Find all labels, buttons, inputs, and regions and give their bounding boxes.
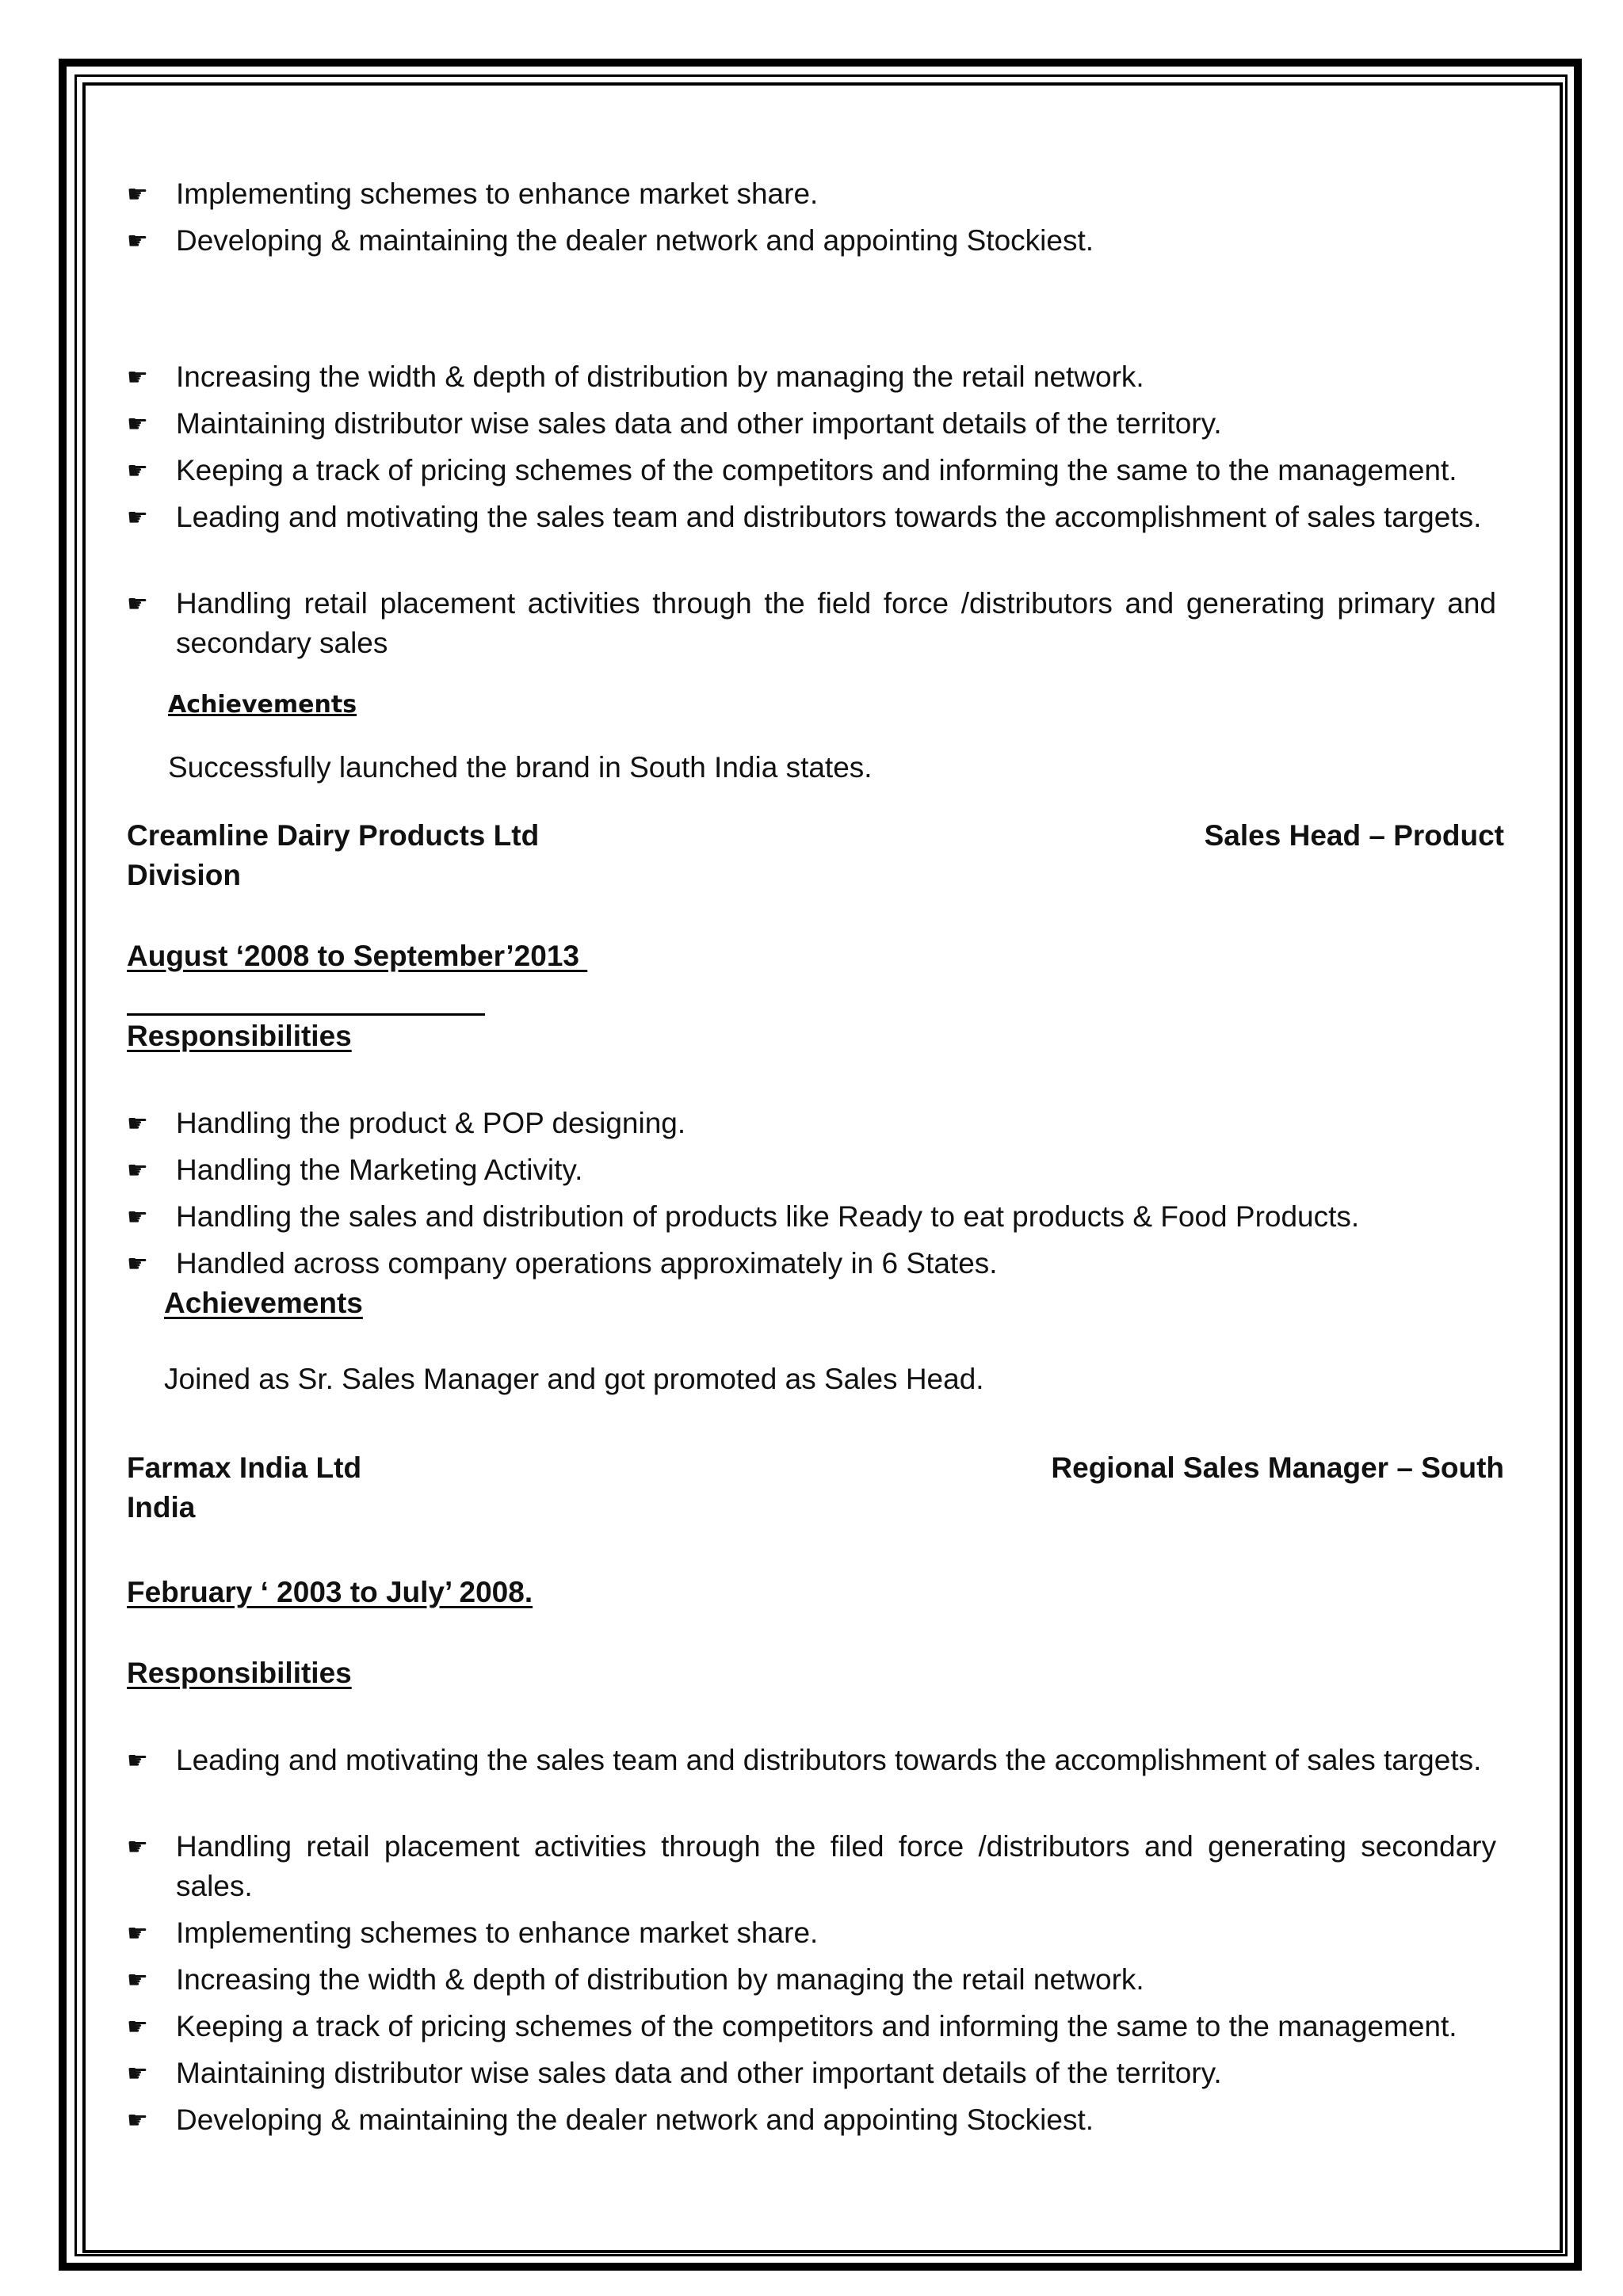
list-item [127,174,1496,214]
pointing-hand-icon: ☛ [127,227,148,255]
pointing-hand-icon: ☛ [127,2107,148,2134]
achievement-text: Successfully launched the brand in South India states. [168,751,873,784]
pointing-hand-icon: ☛ [127,410,148,438]
achievements-heading: Achievements [164,1287,363,1319]
list-item [127,1913,1496,1953]
pointing-hand-icon: ☛ [127,1250,148,1278]
list-item [127,1741,1496,1780]
bullet-text: Handling retail placement activities through the filed force /distributors and generating secondary sales. [176,1830,1496,1902]
list-item [127,2100,1496,2140]
bullet-text: Handling the product & POP designing. [176,1107,686,1139]
list-item [127,357,1496,397]
list-item [127,1150,1496,1190]
pointing-hand-icon: ☛ [127,1966,148,1994]
achievement-text: Joined as Sr. Sales Manager and got promoted as Sales Head. [164,1363,984,1395]
list-item [127,498,1496,537]
company-name: Farmax India Ltd [127,1451,362,1484]
list-item [127,1104,1496,1143]
job-title-continued: India [127,1491,196,1524]
pointing-hand-icon: ☛ [127,590,148,618]
bullet-text: Implementing schemes to enhance market share. [176,177,819,210]
bullet-text: Developing & maintaining the dealer network and appointing Stockiest. [176,224,1094,257]
bullet-text: Implementing schemes to enhance market share. [176,1917,819,1949]
list-item [127,221,1496,261]
bullet-text: Handling the Marketing Activity. [176,1154,583,1186]
pointing-hand-icon: ☛ [127,2013,148,2041]
pointing-hand-icon: ☛ [127,181,148,208]
list-item [127,584,1496,663]
pointing-hand-icon: ☛ [127,1110,148,1138]
bullet-text: Leading and motivating the sales team and distributors towards the accomplishment of sales targets. [176,1744,1482,1776]
divider [127,1013,485,1016]
list-item [127,2007,1496,2046]
bullet-text: Developing & maintaining the dealer network and appointing Stockiest. [176,2103,1094,2136]
bullet-text: Keeping a track of pricing schemes of the competitors and informing the same to the management. [176,454,1457,486]
list-item [127,404,1496,444]
pointing-hand-icon: ☛ [127,1747,148,1775]
bullet-text: Leading and motivating the sales team and distributors towards the accomplishment of sales targets. [176,501,1482,533]
job-title: Sales Head – Product [1204,819,1504,852]
bullet-text: Handling retail placement activities through the field force /distributors and generating primary and secondary sales [176,587,1496,659]
list-item [127,1197,1496,1237]
bullet-text: Increasing the width & depth of distribution by managing the retail network. [176,1963,1144,1996]
bullet-text: Keeping a track of pricing schemes of the competitors and informing the same to the management. [176,2010,1457,2042]
list-item [127,1827,1496,1906]
bullet-text: Handled across company operations approximately in 6 States. [176,1247,998,1280]
list-item [127,1244,1496,1283]
bullet-text: Maintaining distributor wise sales data and other important details of the territory. [176,407,1222,440]
list-item [127,451,1496,490]
pointing-hand-icon: ☛ [127,364,148,391]
job-title-continued: Division [127,859,241,891]
job-title: Regional Sales Manager – South [1051,1451,1504,1484]
bullet-text: Increasing the width & depth of distribution by managing the retail network. [176,360,1144,393]
list-item [127,1960,1496,2000]
pointing-hand-icon: ☛ [127,457,148,485]
list-item [127,2054,1496,2093]
responsibilities-heading: Responsibilities [127,1020,352,1052]
bullet-text: Handling the sales and distribution of products like Ready to eat products & Food Products. [176,1200,1360,1233]
bullet-text: Maintaining distributor wise sales data and other important details of the territory. [176,2057,1222,2089]
employment-period: February ‘ 2003 to July’ 2008. [127,1576,533,1608]
pointing-hand-icon: ☛ [127,1833,148,1861]
achievements-heading: Achievements [168,691,357,719]
responsibilities-heading: Responsibilities [127,1657,352,1689]
pointing-hand-icon: ☛ [127,2060,148,2088]
employment-period: August ‘2008 to September’2013 [127,940,588,972]
pointing-hand-icon: ☛ [127,504,148,532]
company-name: Creamline Dairy Products Ltd [127,819,540,852]
pointing-hand-icon: ☛ [127,1157,148,1184]
pointing-hand-icon: ☛ [127,1920,148,1947]
pointing-hand-icon: ☛ [127,1203,148,1231]
